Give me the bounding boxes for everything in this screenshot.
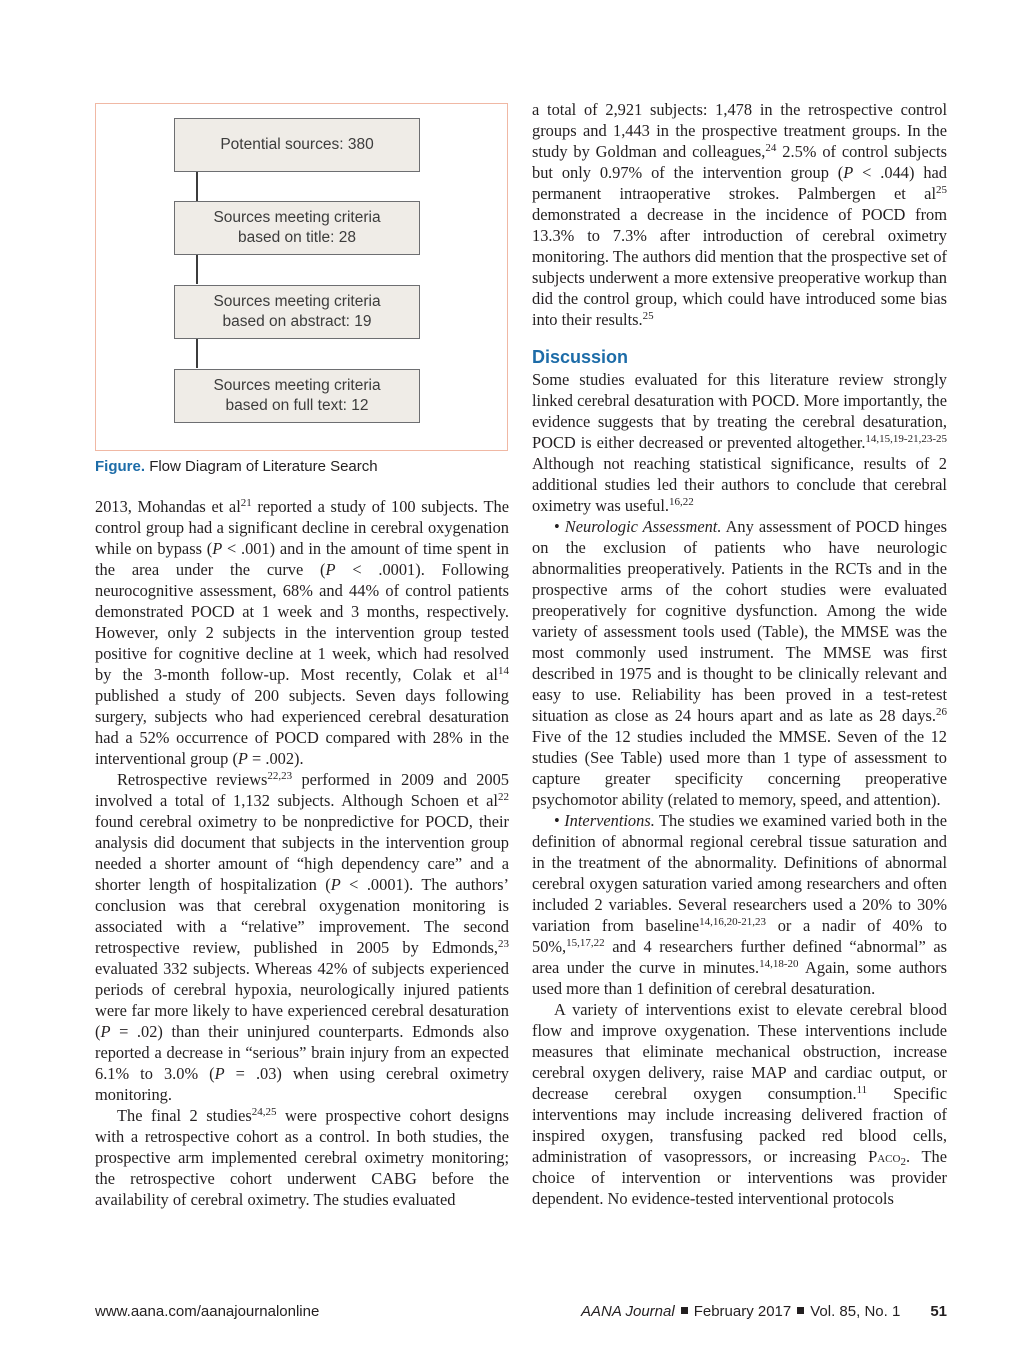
citation: 25 (642, 310, 654, 322)
section-heading-discussion: Discussion (532, 347, 629, 367)
citation: 14,15,19-21,23-25 (865, 433, 947, 445)
text-run: < .0001). The authors’ conclusion was that cerebral oxygenation monitoring is associated with a “relative” improvement. The second retrospective review, published in 2005 by Edmonds, (95, 875, 509, 957)
text-run: Although not reaching statistical significance, results of 2 additional studies led their authors to conclude that cerebral oximetry was useful. (532, 454, 947, 515)
flow-box-text: Sources meeting criteria (213, 209, 381, 226)
square-bullet-icon (681, 1307, 688, 1314)
page-footer (95, 1303, 947, 1325)
p-value-symbol: P (214, 1064, 225, 1083)
citation: 22,23 (267, 770, 293, 782)
citation: 24 (765, 142, 777, 154)
text-run: < .001) and in the amount of time spent in the area under the curve ( (95, 539, 509, 579)
text-run: Any assessment of POCD hinges on the exclusion of patients who have neurologic abnormalities preoperatively. Patients in the RCTs and in the prospective arms of the cohort studies were evaluated preoperatively for cognitive dysfunction. Among the wide variety of assessment tools used (Table), the MMSE was the most commonly used instrument. The MMSE was first described in 1975 and is thought to be clinically relevant and easy to use. Reliability has been proved in a test-retest situation as close as 24 hours apart and as late as 28 days. (532, 517, 948, 725)
text-run: < .044) had permanent intraoperative strokes. Palmbergen et al (532, 163, 947, 203)
text-run: 2013, Mohandas et al (95, 497, 241, 516)
subsection-label: Neurologic Assessment. (564, 517, 722, 536)
text-run: Five of the 12 studies included the MMSE. Seven of the 12 studies (See Table) used more than 1 type of assessment to capture greater specificity concerning preoperative psychomotor ability (related to memory, speed, and attention). (532, 727, 947, 809)
footer-volume: Vol. 85, No. 1 (810, 1303, 901, 1320)
flow-box-text: based on title: 28 (237, 229, 357, 246)
flow-connector (196, 339, 198, 368)
text-run: evaluated 332 subjects. Whereas 42% of subjects experienced periods of cerebral hypoxia, neurologically injured patients were far more likely to have experienced cerebral desaturation ( (95, 959, 509, 1041)
text-run: were prospective cohort designs with a retrospective cohort as a control. In both studies, the prospective arm implemented cerebral oximetry monitoring; the retrospective cohort underwent CABG before the availability of cerebral oximetry. The studies evaluated (95, 1106, 509, 1209)
paragraph (95, 769, 509, 1105)
footer-journal-name: AANA Journal (581, 1303, 675, 1320)
text-run: performed in 2009 and 2005 involved a total of 1,132 subjects. Although Schoen et al (95, 770, 510, 810)
paragraph (95, 496, 509, 769)
citation: 16,22 (669, 496, 694, 508)
p-value-symbol: P (325, 560, 336, 579)
text-run: = .02) than their uninjured counterparts. Edmonds also reported a decrease in “serious” brain injury from an expected 6.1% to 3.0% ( (95, 1022, 509, 1083)
text-run: demonstrated a decrease in the incidence of POCD from 13.3% to 7.3% after introduction of cerebral oximetry monitoring. The authors did mention that the prospective set of subjects underwent a more extensive preoperative workup than did the control group, which could have introduced some bias into their results. (532, 205, 947, 329)
text-run: Again, some authors used more than 1 definition of cerebral desaturation. (532, 958, 947, 998)
flow-box-text: Sources meeting criteria (213, 293, 381, 310)
text-run: A variety of interventions exist to elevate cerebral blood flow and improve oxygenation. These interventions include measures that eliminate mechanical obstruction, increase cerebral oxygen delivery, raise MAP and cardiac output, or decrease cerebral oxygen consumption. (532, 1000, 947, 1103)
bullet: • (554, 811, 565, 830)
text-run: and 4 researchers further defined “abnormal” as area under the curve in minutes. (532, 937, 947, 977)
text-run: reported a study of 100 subjects. The control group had a significant decline in cerebral oxygenation while on bypass ( (95, 497, 509, 558)
text-run: a total of 2,921 subjects: 1,478 in the retrospective control groups and 1,443 in the prospective treatment groups. In the study by Goldman and colleagues, (532, 100, 947, 161)
citation: 24,25 (251, 1106, 277, 1118)
right-text-column (532, 99, 947, 1209)
paragraph (95, 1105, 509, 1210)
citation: 22 (498, 791, 509, 803)
flow-box-title-criteria (174, 201, 420, 255)
paragraph (532, 810, 947, 999)
flow-connector (196, 255, 198, 284)
flow-connector (196, 172, 198, 201)
flow-box-abstract-criteria (174, 285, 420, 339)
p-value-symbol: P (843, 163, 854, 182)
flow-box-text: Potential sources: 380 (220, 136, 374, 153)
text-run: Retrospective reviews (117, 770, 268, 789)
flow-box-text: based on full text: 12 (225, 397, 369, 414)
paragraph (532, 999, 947, 1209)
p-value-symbol: P (212, 539, 223, 558)
text-run: = .002). (247, 749, 304, 768)
p-value-symbol: P (100, 1022, 111, 1041)
text-run: The final 2 studies (117, 1106, 252, 1125)
citation: 14,18-20 (759, 958, 799, 970)
citation: 14,16,20-21,23 (699, 916, 767, 928)
citation: 26 (936, 706, 947, 718)
citation: 11 (856, 1084, 868, 1096)
paragraph (532, 369, 947, 516)
citation: 21 (240, 497, 252, 509)
citation: 14 (498, 665, 509, 677)
flow-box-text: Sources meeting criteria (213, 377, 381, 394)
paragraph (532, 516, 947, 810)
text-run: Some studies evaluated for this literature review strongly linked cerebral desaturation with POCD. More importantly, the evidence suggests that by treating the cerebral desaturation, POCD is either decreased or prevented altogether. (532, 370, 947, 452)
citation: 15,17,22 (566, 937, 605, 949)
text-run-small-caps: Paco (868, 1147, 901, 1166)
bullet: • (554, 517, 565, 536)
text-run: found cerebral oximetry to be nonpredictive for POCD, their analysis did document that subjects in the intervention group needed a shorter amount of “high dependency care” and a shorter length of hospitalization ( (95, 812, 509, 894)
text-run: Specific interventions may include increasing delivered fraction of inspired oxygen, transfusing packed red blood cells, administration of vasopressors, or increasing (532, 1084, 947, 1166)
text-run: = .03) when using cerebral oximetry monitoring. (95, 1064, 509, 1104)
text-run: or a nadir of 40% to 50%, (532, 916, 948, 956)
flow-box-potential-sources (174, 118, 420, 172)
figure-caption-label: Figure. (95, 458, 146, 475)
subscript: 2 (900, 1156, 906, 1168)
p-value-symbol: P (330, 875, 341, 894)
p-value-symbol: P (237, 749, 248, 768)
footer-journal-info (581, 1303, 947, 1320)
figure-caption (95, 458, 378, 475)
square-bullet-icon (797, 1307, 804, 1314)
paragraph (532, 99, 947, 330)
footer-url: www.aana.com/aanajournalonline (95, 1303, 320, 1320)
footer-date: February 2017 (693, 1303, 792, 1320)
text-run: . The choice of intervention or interventions was provider dependent. No evidence-tested interventional protocols (532, 1147, 947, 1208)
figure-caption-text: Flow Diagram of Literature Search (149, 458, 378, 475)
text-run: published a study of 200 subjects. Seven days following surgery, subjects who had experienced cerebral desaturation had a 52% occurrence of POCD compared with 28% in the interventional group ( (95, 686, 509, 768)
text-run: < .0001). Following neurocognitive assessment, 68% and 44% of control patients demonstrated POCD at 1 week and 3 months, respectively. However, only 2 subjects in the intervention group tested positive for cognitive decline at 1 week, which had resolved by the 3-month follow-up. Most recently, Colak et al (95, 560, 510, 684)
left-text-column (95, 496, 509, 1210)
subsection-label: Interventions. (564, 811, 655, 830)
flow-box-fulltext-criteria (174, 369, 420, 423)
citation: 25 (936, 184, 947, 196)
text-run: 2.5% of control subjects but only 0.97% of the intervention group ( (532, 142, 947, 182)
flow-box-text: based on abstract: 19 (222, 313, 372, 330)
figure-flow-diagram (95, 103, 508, 451)
text-run: The studies we examined varied both in the definition of abnormal regional cerebral tissue saturation and in the treatment of the abnormality. Definitions of abnormal cerebral oxygen saturation varied among researchers and often included 2 variables. Several researchers used a 20% to 30% variation from baseline (532, 811, 947, 935)
page-number: 51 (930, 1303, 947, 1320)
citation: 23 (498, 938, 509, 950)
